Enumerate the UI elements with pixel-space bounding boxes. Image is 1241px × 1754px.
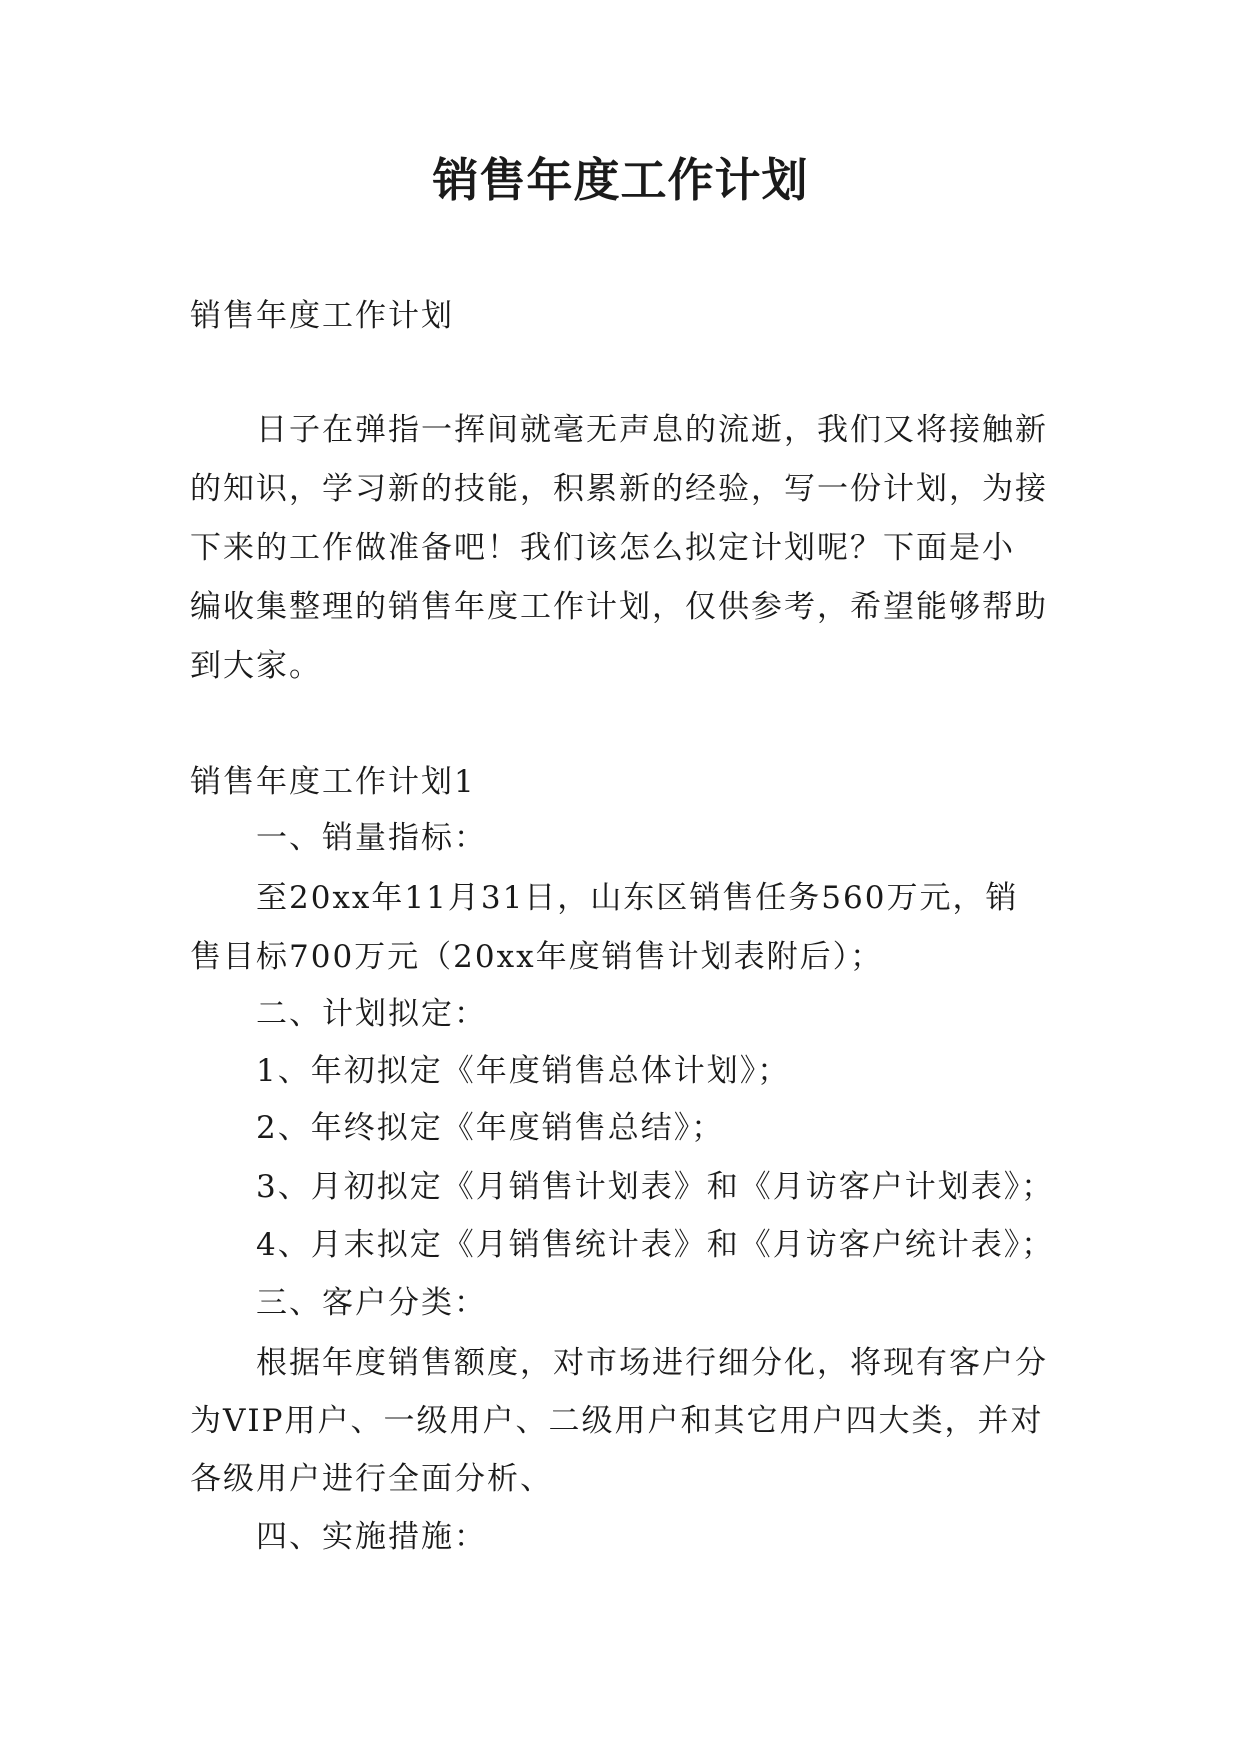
- intro-line-5: 到大家。: [190, 648, 322, 684]
- document-title: 销售年度工作计划: [432, 153, 809, 207]
- heading-implementation: 四、实施措施：: [256, 1519, 487, 1555]
- body-paragraph-line: 各级用户进行全面分析、: [190, 1461, 553, 1497]
- body-paragraph-line: 为VIP用户、一级用户、二级用户和其它用户四大类，并对: [190, 1403, 1044, 1439]
- body-paragraph-line: 至20xx年11月31日，山东区销售任务560万元，销: [256, 880, 1019, 916]
- intro-line-2: 的知识，学习新的技能，积累新的经验，写一份计划，为接: [190, 471, 1048, 507]
- heading-customer-classification: 三、客户分类：: [256, 1285, 487, 1321]
- section-heading: 销售年度工作计划1: [190, 764, 476, 800]
- intro-line-4: 编收集整理的销售年度工作计划，仅供参考，希望能够帮助: [190, 589, 1048, 625]
- intro-line-1: 日子在弹指一挥间就毫无声息的流逝，我们又将接触新: [256, 412, 1048, 448]
- plan-item-3: 3、月初拟定《月销售计划表》和《月访客户计划表》；: [256, 1169, 1055, 1205]
- heading-sales-target: 一、销量指标：: [256, 820, 487, 856]
- heading-plan: 二、计划拟定：: [256, 996, 487, 1032]
- plan-item-2: 2、年终拟定《年度销售总结》；: [256, 1110, 725, 1146]
- plan-item-4: 4、月末拟定《月销售统计表》和《月访客户统计表》；: [256, 1227, 1055, 1263]
- body-paragraph-line: 售目标700万元（20xx年度销售计划表附后）；: [190, 939, 884, 975]
- document-subtitle: 销售年度工作计划: [190, 298, 454, 334]
- body-paragraph-line: 根据年度销售额度，对市场进行细分化，将现有客户分: [256, 1345, 1048, 1381]
- intro-line-3: 下来的工作做准备吧！我们该怎么拟定计划呢？下面是小: [190, 530, 1015, 566]
- plan-item-1: 1、年初拟定《年度销售总体计划》；: [256, 1053, 791, 1089]
